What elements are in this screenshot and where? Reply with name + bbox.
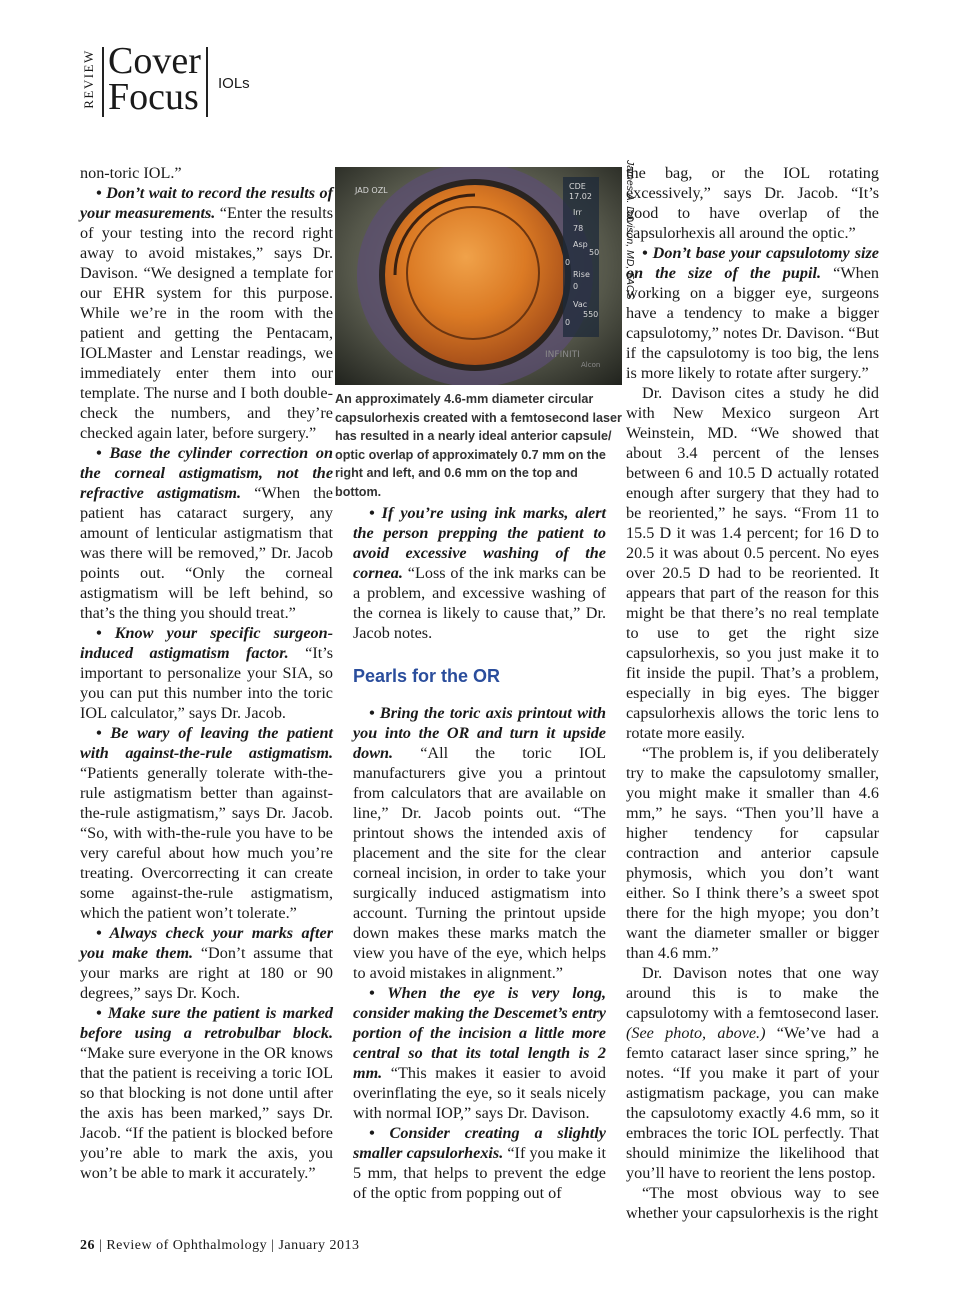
photo-credit: James A. Davison, MD, FACS [624, 160, 636, 300]
paragraph: Dr. Davison cites a study he did with New Mexico surgeon Art Weinstein, MD. “We showed that about 3.4 percent of the lenses between 6 and 10.5 D actually rotated enough after surgery that they had to be reoriented,” he says. “From 11 to 15.5 D it was 1.4 percent; for 16 D to 20.5 it was about 0.5 percent. No eyes over 20.5 D had to be reoriented. It appears that part of the reason for this might be that there’s no real template to use to get the right size capsulorhexis, so you just make it to fit inside the pupil. That’s a problem, especially in big eyes. The bigger capsulorhexis allows the toric lens to rotate more easily. [626, 384, 879, 742]
section-heading: Pearls for the OR [353, 666, 501, 686]
svg-text:0: 0 [573, 282, 579, 291]
header-divider [102, 47, 104, 117]
svg-text:INFINITI: INFINITI [545, 350, 580, 360]
paragraph: the bag, or the IOL rotating excessively,” says Dr. Jacob. “It’s good to have overlap of the capsulorhexis all around the optic.” [626, 164, 879, 242]
paragraph: Dr. Davison notes that one way around this is to make the capsulotomy with a femtosecond laser. (See photo, above.) “We’ve had a femto cataract laser since spring,” he notes. “If you make it part of your astigmatism package, you can make the capsulotomy exactly 4.6 mm, so it embraces the toric IOL perfectly. That should minimize the likelihood that you’ll have to reorient the lens postop. [626, 964, 879, 1182]
photo-caption: An approximately 4.6-mm diameter circular capsulorhexis created with a femtosecond laser has resulted in a nearly ideal anterior capsule/ optic overlap of approximately 0.7 mm on the right and left, and 0.6 mm on the top and bottom. [335, 392, 622, 499]
paragraph: • Be wary of leaving the patient with against-the-rule astigmatism. “Patients generally tolerate with-the-rule astigmatism better than against-the-rule astigmatism,” says Dr. Jacob. “So, with with-the-rule you have to be very careful about how much you’re treating. Overcorrecting it can create some against-the-rule astigmatism, which the patient won’t tolerate.” [80, 724, 333, 922]
page-footer: 26 | Review of Ophthalmology | January 2013 [80, 1238, 360, 1253]
svg-text:JAD OZL: JAD OZL [355, 186, 388, 195]
paragraph: • Don’t base your capsulotomy size on the size of the pupil. “When working on a bigger eye, surgeons have a tendency to make a bigger capsulotomy,” notes Dr. Davison. “But if the capsulotomy is too big, the lens is more likely to rotate after surgery.” [626, 244, 879, 382]
svg-text:17.02: 17.02 [569, 192, 592, 201]
issue-date: January 2013 [278, 1238, 360, 1253]
paragraph: non-toric IOL.” [80, 164, 182, 182]
svg-text:0: 0 [565, 258, 571, 267]
paragraph: • If you’re using ink marks, alert the person prepping the patient to avoid excessive washing of the cornea. “Loss of the ink marks can be a problem, and excessive washing of the cornea is likely to cause that,” Dr. Jacob notes. [353, 504, 606, 642]
paragraph: • Always check your marks after you make them. “Don’t assume that your marks are right at 180 or 90 degrees,” says Dr. Koch. [80, 924, 333, 1002]
page-number: 26 [80, 1238, 95, 1253]
paragraph: • Don’t wait to record the results of your measurements. “Enter the results of your testing into the record right away to avoid mistakes,” says Dr. Davison. “We designed a template for our EHR system for this purpose. While we’re in the room with the patient and getting the Pentacam, IOLMaster and Lenstar readings, we immediately enter them into our template. The nurse and I both double-check the numbers, and they’re checked again later, before surgery.” [80, 184, 333, 442]
publication-name: Review of Ophthalmology [106, 1238, 268, 1253]
section-label: IOLs [218, 75, 250, 92]
svg-text:Alcon: Alcon [581, 361, 601, 369]
capsulorhexis-photo [335, 167, 622, 385]
svg-text:Rise: Rise [573, 270, 590, 279]
svg-text:Asp: Asp [573, 240, 588, 249]
svg-text:78: 78 [573, 224, 584, 233]
paragraph: “The most obvious way to see whether your capsulorhexis is the right [626, 1184, 879, 1222]
article-column-2-continued [353, 703, 606, 1203]
review-label: REVIEW [81, 49, 96, 109]
paragraph: • Base the cylinder correction on the corneal astigmatism, not the refractive astigmatism. “When the patient has cataract surgery, any amount of lenticular astigmatism that was there will be removed,” Dr. Jacob points out. “Only the corneal astigmatism will be left behind, so that’s the thing you should treat.” [80, 444, 333, 622]
cover-focus-title: Cover Focus [108, 40, 201, 118]
paragraph: • When the eye is very long, consider making the Descemet’s entry portion of the incision a little more central so that its total length is 2 mm. “This makes it easier to avoid overinflating the eye, so it seals nicely with normal IOP,” says Dr. Davison. [353, 984, 606, 1122]
svg-text:550: 550 [583, 310, 599, 319]
svg-text:Irr: Irr [573, 208, 582, 217]
article-column-3 [626, 163, 879, 1223]
paragraph: • Consider creating a slightly smaller capsulorhexis. “If you make it 5 mm, that helps to prevent the edge of the optic from popping out of [353, 1124, 606, 1202]
svg-text:CDE: CDE [569, 182, 586, 191]
svg-text:Vac: Vac [573, 300, 588, 309]
article-column-2 [353, 503, 606, 643]
paragraph: • Bring the toric axis printout with you into the OR and turn it upside down. “All the toric IOL manufacturers give you a printout from calculators that are available on line,” Dr. Jacob points out. “The printout shows the intended axis of placement and the site for the clear corneal incision, in order to take your surgically induced astigmatism into account. Turning the printout upside down makes these marks match the view you have of the eye, which helps to avoid mistakes in alignment.” [353, 704, 606, 982]
article-column-1 [80, 163, 333, 1183]
header-divider [206, 47, 208, 117]
svg-text:50: 50 [589, 248, 600, 257]
paragraph: • Make sure the patient is marked before using a retrobulbar block. “Make sure everyone in the OR knows that the patient is receiving a toric IOL so that blocking is not done until after the axis has been marked,” says Dr. Jacob. “If the patient is blocked before you’re able to mark the axis, you won’t be able to mark it accurately.” [80, 1004, 333, 1182]
svg-text:0: 0 [565, 318, 571, 327]
paragraph: “The problem is, if you deliberately try to make the capsulotomy smaller, you might make it smaller than 4.6 mm,” he says. “Then you’ll have a higher tendency for capsular contraction and anterior capsule phymosis, which you don’t want either. So I think there’s a sweet spot there for the high myope; you don’t want the diameter smaller or bigger than 4.6 mm.” [626, 744, 879, 962]
paragraph: • Know your specific surgeon-induced astigmatism factor. “It’s important to personalize your SIA, so you can put this number into the toric IOL calculator,” says Dr. Jacob. [80, 624, 334, 722]
